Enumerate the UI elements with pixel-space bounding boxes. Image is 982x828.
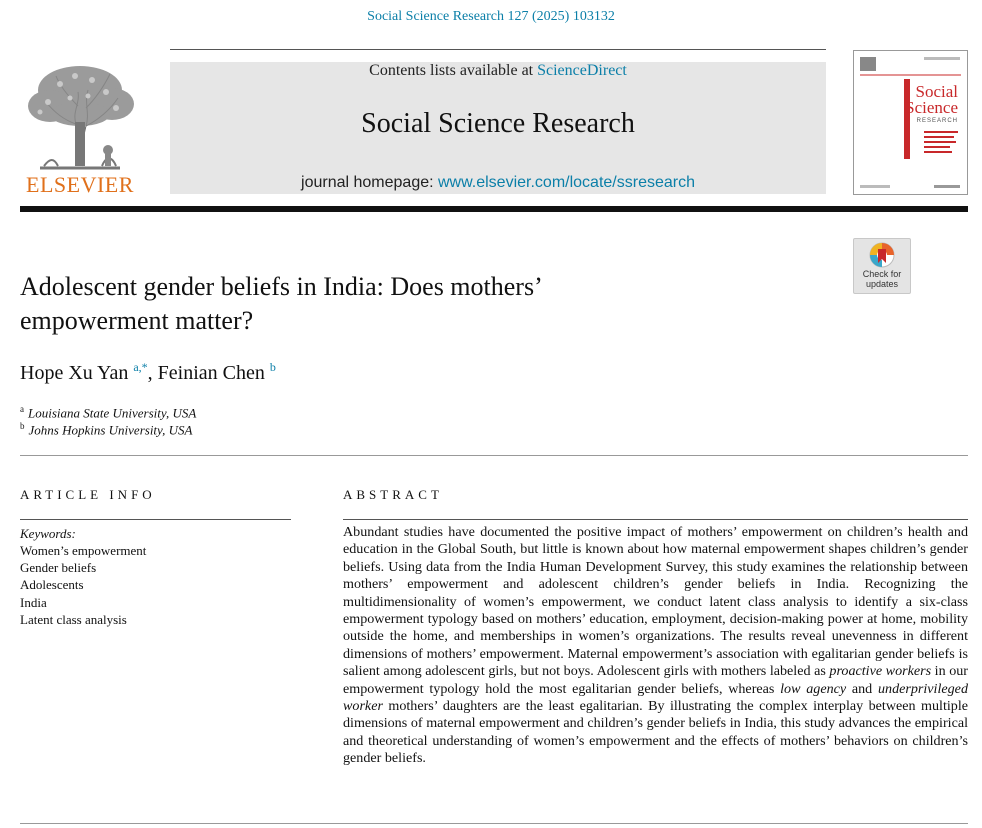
abstract-text-4: mothers’ daughters are the least egalitarian. By illustrating the complex interplay between multiple dimensions of maternal empowerment and children’s gender beliefs in India, this study advances the empirical and theoretical understanding of women’s empowerment and the effects of mothers’ behaviors on children’s gender beliefs. (343, 698, 968, 767)
journal-cover-art (854, 51, 967, 194)
affiliation-b-text: Johns Hopkins University, USA (28, 422, 193, 438)
contents-line (170, 62, 826, 80)
affiliation-b-marker: b (20, 421, 25, 431)
publisher-name: ELSEVIER (26, 172, 134, 197)
journal-reference[interactable]: Social Science Research 127 (2025) 103132 (367, 9, 615, 24)
abstract-italic-low-agency: low agency (780, 680, 847, 697)
affiliation-a-marker: a (20, 404, 24, 414)
homepage-link[interactable]: www.elsevier.com/locate/ssresearch (438, 174, 695, 191)
abstract-text-1: Abundant studies have documented the positive impact of mothers’ empowerment on children’s health and education in the Global South, but little is known about how maternal empowerment shapes children’s gender beliefs. Using data from the India Human Development Survey, this study examines the relationship between mothers’ empowerment and adolescent children’s gender beliefs in India. Recognizing the multidimensionality of women’s empowerment, we conduct latent class analysis to identify a six-class empowerment typology based on mothers’ education, employment, decision-making power at home, mobility outside the home, and memberships in women’s organizations. The results reveal unevenness in different dimensions of mothers’ empowerment. Maternal empowerment’s association with egalitarian gender beliefs is salient among adolescent girls, but not boys. Adolescent girls with mothers labeled as (343, 524, 968, 680)
keyword-item: Adolescents (20, 577, 84, 592)
keyword-item: Latent class analysis (20, 612, 127, 627)
sciencedirect-link[interactable]: ScienceDirect (537, 62, 627, 79)
article-title-line-2: empowerment matter? (20, 306, 254, 335)
keyword-item: India (20, 595, 47, 610)
keyword-item: Women’s empowerment (20, 543, 147, 558)
abstract-heading: ABSTRACT (343, 487, 443, 502)
author-separator: , (147, 362, 158, 384)
cover-subtitle: RESEARCH (916, 118, 958, 124)
bottom-divider (20, 823, 968, 824)
article-title (20, 270, 780, 338)
abstract-italic-proactive-workers: proactive workers (829, 663, 932, 680)
author-1-affiliation-marker[interactable]: a,* (133, 360, 148, 374)
author-list (20, 362, 276, 385)
author-1[interactable]: Hope Xu Yan (20, 362, 129, 384)
author-2[interactable]: Feinian Chen (157, 362, 265, 384)
article-title-line-1: Adolescent gender beliefs in India: Does mothers’ (20, 272, 543, 301)
abstract-text-2: in our empowerment typology hold the most egalitarian gender beliefs, whereas (343, 663, 968, 697)
crossmark-line-2: updates (865, 279, 899, 289)
journal-title: Social Science Research (361, 108, 635, 139)
abstract-divider (343, 519, 968, 520)
check-for-updates-label (853, 269, 911, 289)
top-divider (170, 49, 826, 50)
crossmark-line-1: Check for (862, 269, 902, 279)
affiliation-b (20, 421, 192, 438)
author-2-affiliation-marker[interactable]: b (269, 360, 276, 374)
contents-prefix: Contents lists available at (369, 62, 538, 79)
section-divider (20, 455, 968, 456)
journal-cover[interactable] (853, 50, 968, 195)
cover-title-1: Social (915, 82, 958, 101)
abstract-italic-underprivileged-worker: underprivileged worker (343, 680, 968, 715)
cover-title-2: Science (905, 98, 958, 117)
abstract-text-3: and (846, 680, 878, 697)
affiliation-a-text: Louisiana State University, USA (28, 405, 197, 421)
affiliation-a (20, 404, 196, 421)
keyword-item: Gender beliefs (20, 560, 97, 575)
keywords-label: Keywords: (20, 526, 76, 541)
homepage-line (170, 174, 826, 192)
header-thick-divider (20, 206, 968, 212)
abstract-body (343, 524, 968, 768)
article-info-divider (20, 519, 291, 520)
crossmark-icon (854, 239, 910, 269)
homepage-prefix: journal homepage: (301, 174, 438, 191)
article-info-heading: ARTICLE INFO (20, 487, 156, 502)
